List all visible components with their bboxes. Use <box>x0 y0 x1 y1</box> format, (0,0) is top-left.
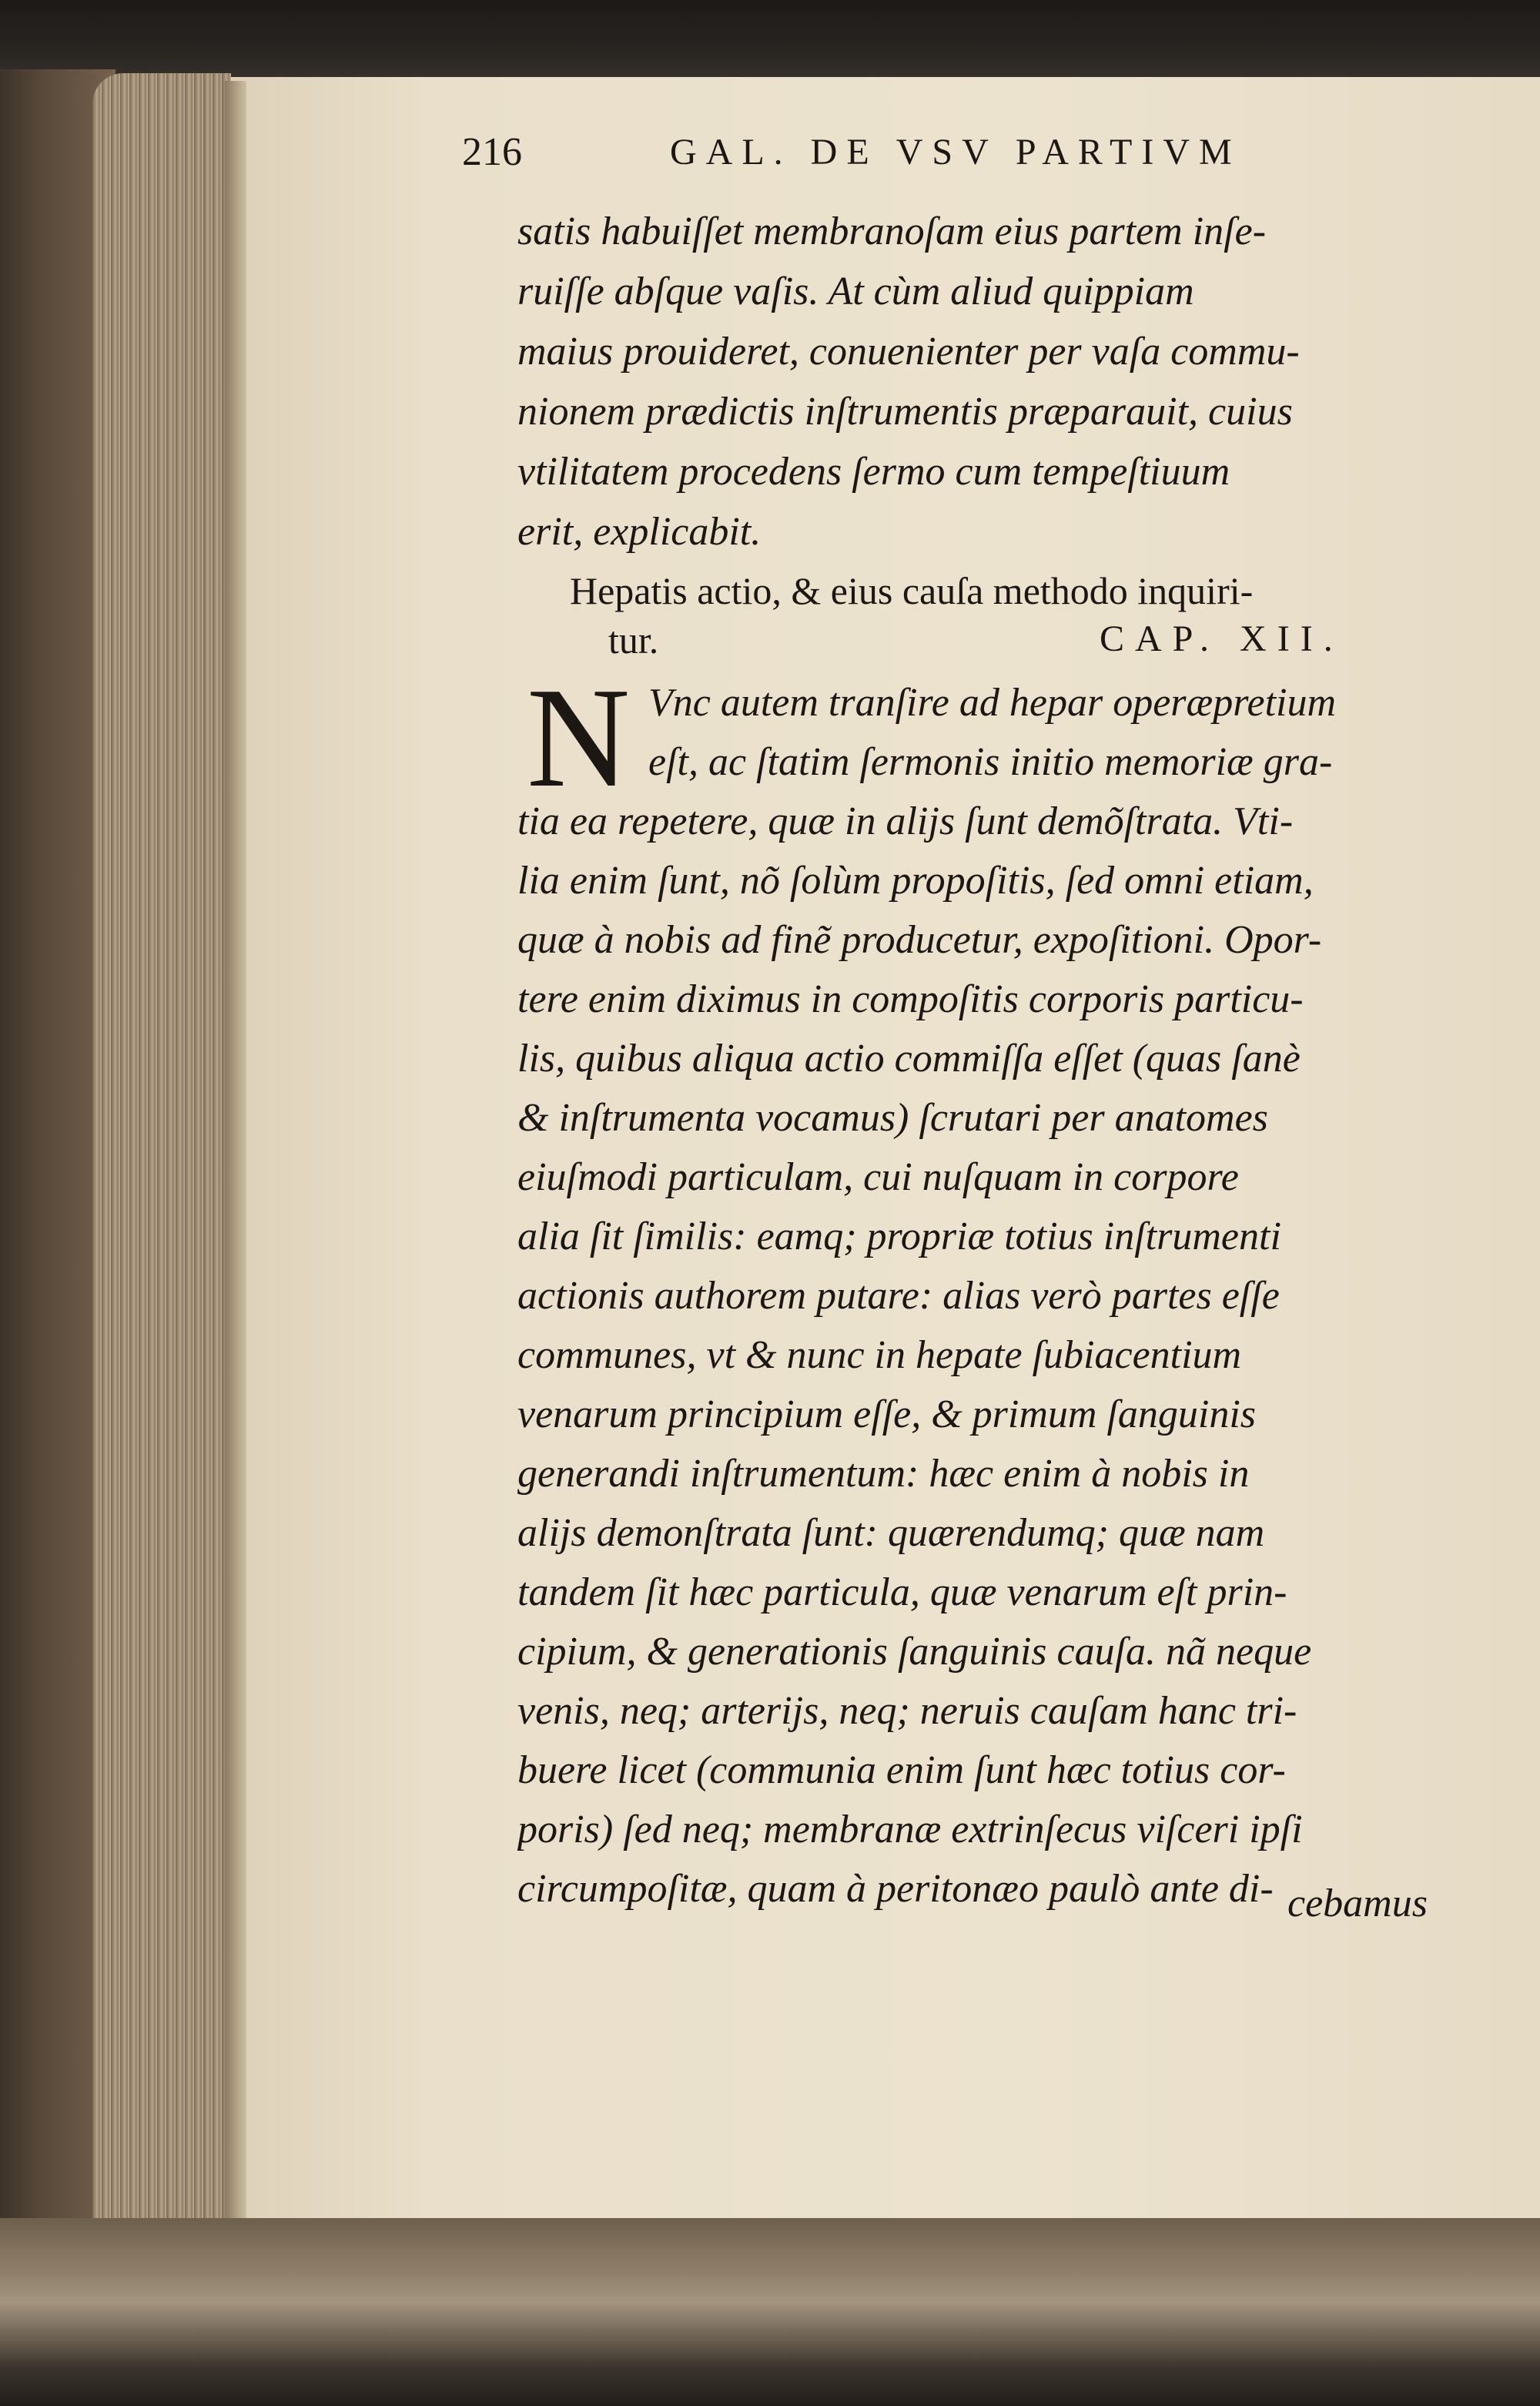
page-number: 216 <box>462 130 522 174</box>
chapter-number: CAP. XII. <box>1100 618 1344 659</box>
text-line: eſt, ac ſtatim ſermonis initio memoriæ gra- <box>648 740 1333 784</box>
text-line: actionis authorem putare: alias verò partes eſſe <box>517 1274 1280 1318</box>
chapter-title-end: tur. <box>608 618 659 662</box>
page-gutter <box>225 81 246 2222</box>
text-line: venis, neq; arterijs, neq; neruis cauſam hanc tri- <box>517 1689 1297 1733</box>
text-line: tia ea repetere, quæ in alijs ſunt demõſtrata. Vti- <box>517 799 1294 843</box>
text-line: lia enim ſunt, nõ ſolùm propoſitis, ſed omni etiam, <box>517 859 1314 903</box>
text-line: poris) ſed neq; membranæ extrinſecus viſceri ipſi <box>517 1808 1303 1851</box>
chapter-body <box>517 658 1472 1918</box>
text-line: venarum principium eſſe, & primum ſanguinis <box>517 1392 1257 1436</box>
text-line: ruiſſe abſque vaſis. At cùm aliud quippiam <box>517 270 1194 313</box>
text-line: buere licet (communia enim ſunt hæc totius cor- <box>517 1748 1286 1792</box>
text-line: & inſtrumenta vocamus) ſcrutari per anatomes <box>517 1096 1268 1140</box>
chapter-title: Hepatis actio, & eius cauſa methodo inquiri- <box>570 569 1254 612</box>
text-line: alia ſit ſimilis: eamq; propriæ totius inſtrumenti <box>517 1215 1281 1258</box>
background-bottom <box>0 2218 1540 2406</box>
text-line: cipium, & generationis ſanguinis cauſa. nã neque <box>517 1630 1312 1674</box>
text-line: tandem ſit hæc particula, quæ venarum eſt prin- <box>517 1570 1287 1614</box>
text-line: satis habuiſſet membranoſam eius partem inſe- <box>517 209 1267 253</box>
page-edges <box>92 73 231 2253</box>
text-line: generandi inſtrumentum: hæc enim à nobis in <box>517 1452 1250 1496</box>
text-line: eiuſmodi particulam, cui nuſquam in corpore <box>517 1155 1239 1199</box>
drop-cap: N <box>527 658 631 817</box>
background-top <box>0 0 1540 85</box>
text-line: erit, explicabit. <box>517 510 762 554</box>
text-line: circumpoſitæ, quam à peritonæo paulò ante di- <box>517 1867 1274 1911</box>
running-head: GAL. DE VSV PARTIVM <box>670 132 1241 173</box>
text-line: lis, quibus aliqua actio commiſſa eſſet (quas ſanè <box>517 1037 1301 1081</box>
top-paragraph <box>517 202 1465 562</box>
text-line: alijs demonſtrata ſunt: quærendumq; quæ nam <box>517 1511 1265 1555</box>
text-line: nionem prædictis inſtrumentis præparauit, cuius <box>517 390 1293 434</box>
text-line: maius prouideret, conuenienter per vaſa commu- <box>517 330 1300 374</box>
text-line: Vnc autem tranſire ad hepar operæpretium <box>648 681 1337 725</box>
text-line: quæ à nobis ad finẽ producetur, expoſitioni. Opor- <box>517 918 1322 962</box>
text-line: vtilitatem procedens ſermo cum tempeſtiuum <box>517 450 1230 494</box>
text-line: tere enim diximus in compoſitis corporis particu- <box>517 977 1304 1021</box>
text-line: communes, vt & nunc in hepate ſubiacentium <box>517 1333 1242 1377</box>
catchword: cebamus <box>1287 1882 1428 1925</box>
